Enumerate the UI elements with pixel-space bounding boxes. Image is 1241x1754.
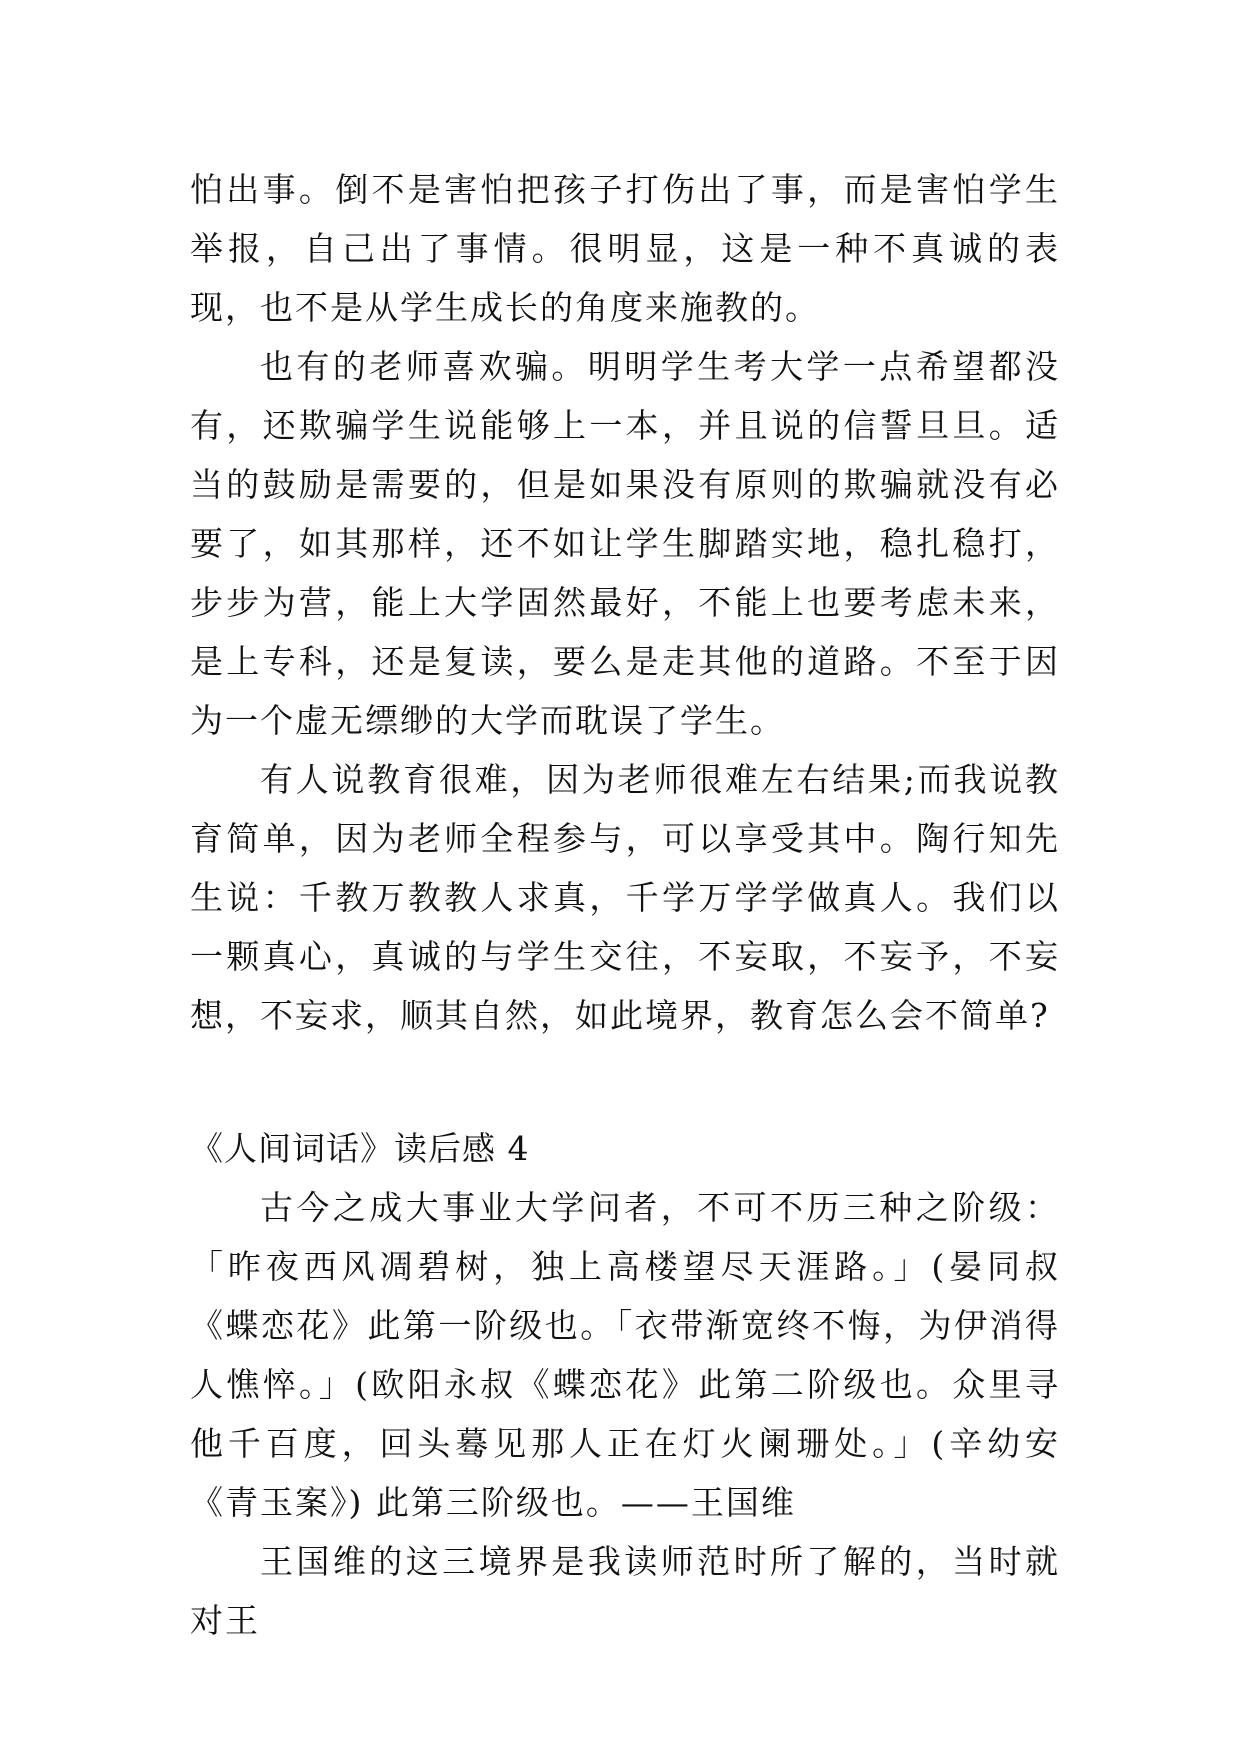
paragraph-3: 有人说教育很难，因为老师很难左右结果;而我说教育简单，因为老师全程参与，可以享受其中。陶行知先生说：千教万教教人求真，千学万学学做真人。我们以一颗真心，真诚的与学生交往，不妄取，不妄予，不妄想，不妄求，顺其自然，如此境界，教育怎么会不简单?: [190, 760, 1060, 1035]
section-title: 《人间词话》读后感 4: [190, 1129, 530, 1168]
paragraph-4: 古今之成大事业大学问者，不可不历三种之阶级：「昨夜西风凋碧树，独上高楼望尽天涯路。」(晏同叔《蝶恋花》此第一阶级也。「衣带渐宽终不悔，为伊消得人憔悴。」(欧阳永叔《蝶恋花》此第二阶级也。众里寻他千百度，回头蓦见那人正在灯火阑珊处。」(辛幼安《青玉案》) 此第三阶级也。——王国维: [190, 1188, 1060, 1522]
paragraph-2: 也有的老师喜欢骗。明明学生考大学一点希望都没有，还欺骗学生说能够上一本，并且说的信誓旦旦。适当的鼓励是需要的，但是如果没有原则的欺骗就没有必要了，如其那样，还不如让学生脚踏实地，稳扎稳打，步步为营，能上大学固然最好，不能上也要考虑未来，是上专科，还是复读，要么是走其他的道路。不至于因为一个虚无缥缈的大学而耽误了学生。: [190, 347, 1060, 740]
paragraph-1: 怕出事。倒不是害怕把孩子打伤出了事，而是害怕学生举报，自己出了事情。很明显，这是一种不真诚的表现，也不是从学生成长的角度来施教的。: [190, 170, 1060, 327]
document-body: [190, 160, 1060, 1650]
paragraph-5: 王国维的这三境界是我读师范时所了解的，当时就对王: [190, 1542, 1060, 1640]
